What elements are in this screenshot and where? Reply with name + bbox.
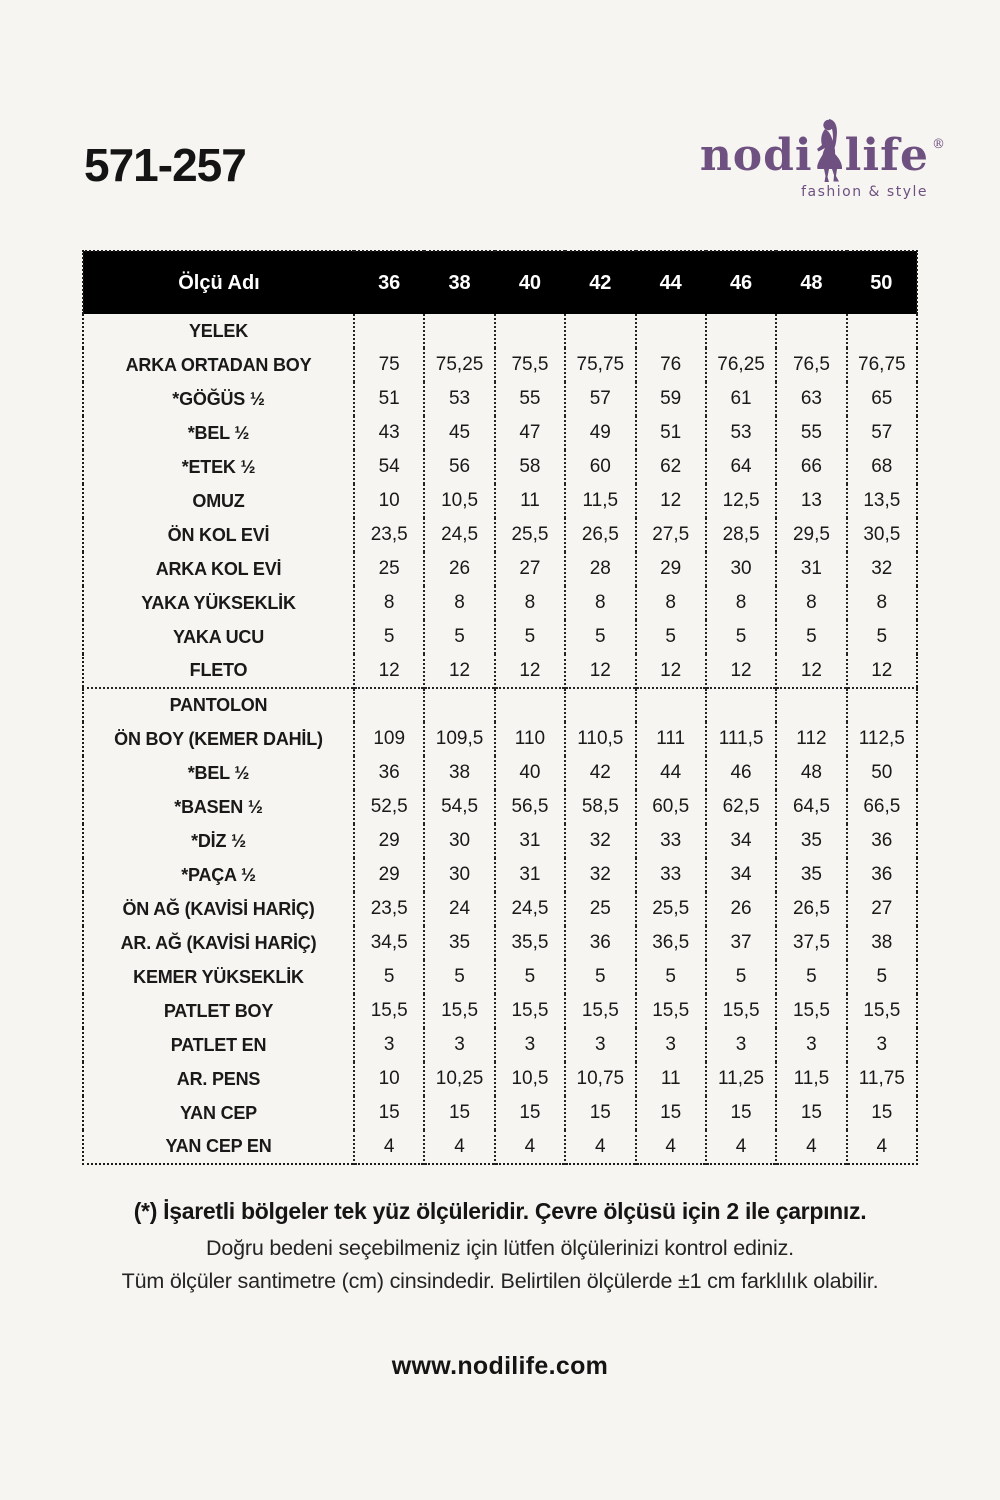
size-value-cell: 25,5: [636, 892, 706, 926]
size-value-cell: 34,5: [354, 926, 424, 960]
size-value-cell: 32: [565, 824, 635, 858]
size-column-header: 44: [636, 251, 706, 314]
size-value-cell: 12: [354, 654, 424, 688]
size-value-cell: 12: [776, 654, 846, 688]
size-value-cell: 15: [354, 1096, 424, 1130]
size-value-cell: 76,5: [776, 348, 846, 382]
size-value-cell: 3: [636, 1028, 706, 1062]
size-value-cell: 76,25: [706, 348, 776, 382]
size-value-cell: 112,5: [847, 722, 917, 756]
row-label: ÖN BOY (KEMER DAHİL): [114, 728, 323, 749]
table-row: [83, 586, 917, 620]
size-value-cell: 15: [706, 1096, 776, 1130]
row-label: YAN CEP EN: [165, 1136, 272, 1156]
row-label: YAN CEP: [180, 1102, 257, 1123]
size-value-cell: [424, 688, 494, 722]
table-row: [83, 960, 917, 994]
size-value-cell: 76: [636, 348, 706, 382]
size-value-cell: 45: [424, 416, 494, 450]
row-label: ARKA ORTADAN BOY: [125, 354, 312, 375]
size-value-cell: 12,5: [706, 484, 776, 518]
size-value-cell: 36: [565, 926, 635, 960]
size-column-header: 40: [495, 251, 565, 314]
size-value-cell: 5: [565, 620, 635, 654]
size-value-cell: 23,5: [354, 892, 424, 926]
size-value-cell: [706, 314, 776, 348]
size-value-cell: 30: [706, 552, 776, 586]
size-value-cell: 66: [776, 450, 846, 484]
size-value-cell: 11,25: [706, 1062, 776, 1096]
size-value-cell: 15,5: [636, 994, 706, 1028]
note-cm-tolerance: Tüm ölçüler santimetre (cm) cinsindedir. Belirtilen ölçülerde ±1 cm farklılık olabilir.: [121, 1269, 879, 1293]
size-value-cell: 5: [354, 620, 424, 654]
size-value-cell: 27: [847, 892, 917, 926]
size-value-cell: 48: [776, 756, 846, 790]
size-value-cell: 58,5: [565, 790, 635, 824]
size-value-cell: 112: [776, 722, 846, 756]
size-value-cell: 8: [495, 586, 565, 620]
size-value-cell: 54,5: [424, 790, 494, 824]
size-value-cell: 15,5: [354, 994, 424, 1028]
row-label: YAKA UCU: [172, 626, 265, 647]
size-value-cell: 27: [495, 552, 565, 586]
size-value-cell: 60,5: [636, 790, 706, 824]
brand-logo-row: [682, 112, 945, 181]
size-value-cell: 75,5: [495, 348, 565, 382]
size-value-cell: 8: [424, 586, 494, 620]
size-value-cell: 3: [847, 1028, 917, 1062]
size-value-cell: 5: [495, 960, 565, 994]
size-value-cell: 28: [565, 552, 635, 586]
size-value-cell: 65: [847, 382, 917, 416]
row-label: AR. PENS: [176, 1068, 261, 1089]
size-value-cell: 5: [847, 960, 917, 994]
size-value-cell: 35: [776, 858, 846, 892]
size-header-row: [83, 251, 917, 314]
size-value-cell: 10,5: [495, 1062, 565, 1096]
size-value-cell: 51: [354, 382, 424, 416]
row-label: *BASEN ½: [174, 796, 263, 817]
size-value-cell: [776, 314, 846, 348]
row-label: OMUZ: [192, 490, 245, 511]
size-value-cell: 12: [495, 654, 565, 688]
size-value-cell: 15: [636, 1096, 706, 1130]
row-label: *PAÇA ½: [181, 864, 256, 885]
size-value-cell: 62: [636, 450, 706, 484]
size-value-cell: 12: [636, 654, 706, 688]
size-value-cell: 24: [424, 892, 494, 926]
size-table-header: [83, 251, 917, 314]
size-value-cell: 4: [495, 1130, 565, 1164]
size-value-cell: 64,5: [776, 790, 846, 824]
row-label: *DİZ ½: [191, 830, 246, 851]
size-value-cell: 5: [636, 620, 706, 654]
brand-tagline: fashion & style: [801, 184, 928, 200]
row-label: ÖN AĞ (KAVİSİ HARİÇ): [122, 898, 315, 919]
size-value-cell: 4: [636, 1130, 706, 1164]
size-value-cell: 8: [636, 586, 706, 620]
row-label: FLETO: [189, 660, 248, 680]
size-value-cell: 5: [354, 960, 424, 994]
row-label: YAKA YÜKSEKLİK: [141, 592, 296, 613]
size-value-cell: 36: [354, 756, 424, 790]
size-value-cell: 13,5: [847, 484, 917, 518]
size-value-cell: 34: [706, 824, 776, 858]
table-row: [83, 620, 917, 654]
size-value-cell: 5: [424, 620, 494, 654]
size-value-cell: 3: [565, 1028, 635, 1062]
size-value-cell: 23,5: [354, 518, 424, 552]
size-value-cell: 29: [354, 858, 424, 892]
table-row: [83, 926, 917, 960]
size-value-cell: [495, 314, 565, 348]
registered-trademark-icon: ®: [932, 137, 945, 152]
size-value-cell: 43: [354, 416, 424, 450]
size-value-cell: 26,5: [776, 892, 846, 926]
table-row: [83, 348, 917, 382]
size-value-cell: 53: [424, 382, 494, 416]
size-value-cell: 15: [847, 1096, 917, 1130]
size-value-cell: 47: [495, 416, 565, 450]
size-value-cell: 15,5: [424, 994, 494, 1028]
size-value-cell: 35: [776, 824, 846, 858]
size-value-cell: 3: [706, 1028, 776, 1062]
size-value-cell: 3: [495, 1028, 565, 1062]
size-value-cell: 35,5: [495, 926, 565, 960]
table-row: [83, 518, 917, 552]
size-value-cell: 24,5: [495, 892, 565, 926]
size-value-cell: 37: [706, 926, 776, 960]
size-table: [82, 250, 918, 1165]
size-value-cell: 8: [776, 586, 846, 620]
size-value-cell: 5: [847, 620, 917, 654]
size-value-cell: 61: [706, 382, 776, 416]
size-value-cell: 35: [424, 926, 494, 960]
size-column-header: 36: [354, 251, 424, 314]
size-value-cell: [354, 314, 424, 348]
size-value-cell: 64: [706, 450, 776, 484]
product-code: 571-257: [84, 139, 246, 191]
size-value-cell: 58: [495, 450, 565, 484]
table-row: [83, 1096, 917, 1130]
website-url: www.nodilife.com: [391, 1352, 609, 1380]
size-value-cell: 15: [565, 1096, 635, 1130]
table-row: [83, 416, 917, 450]
size-value-cell: 76,75: [847, 348, 917, 382]
size-value-cell: [565, 688, 635, 722]
size-value-cell: 15,5: [706, 994, 776, 1028]
row-label: *BEL ½: [187, 422, 250, 443]
size-value-cell: [565, 314, 635, 348]
size-column-header: 38: [424, 251, 494, 314]
size-value-cell: 40: [495, 756, 565, 790]
size-value-cell: 51: [636, 416, 706, 450]
size-value-cell: [495, 688, 565, 722]
size-value-cell: 3: [424, 1028, 494, 1062]
size-value-cell: 15: [495, 1096, 565, 1130]
size-value-cell: 111,5: [706, 722, 776, 756]
size-value-cell: 3: [354, 1028, 424, 1062]
table-row: [83, 1130, 917, 1164]
size-value-cell: 29,5: [776, 518, 846, 552]
size-value-cell: 12: [424, 654, 494, 688]
size-value-cell: 11,5: [565, 484, 635, 518]
size-value-cell: 42: [565, 756, 635, 790]
size-value-cell: [847, 688, 917, 722]
row-label: PATLET BOY: [163, 1000, 274, 1021]
table-row: [83, 858, 917, 892]
table-row: [83, 552, 917, 586]
size-value-cell: 63: [776, 382, 846, 416]
size-value-cell: 49: [565, 416, 635, 450]
size-value-cell: 34: [706, 858, 776, 892]
size-value-cell: 27,5: [636, 518, 706, 552]
size-table-container: [82, 250, 918, 1165]
size-value-cell: 4: [424, 1130, 494, 1164]
table-row: [83, 654, 917, 688]
size-value-cell: 75,75: [565, 348, 635, 382]
size-value-cell: [424, 314, 494, 348]
size-value-cell: 31: [495, 858, 565, 892]
size-value-cell: 33: [636, 824, 706, 858]
size-value-cell: 15,5: [847, 994, 917, 1028]
size-value-cell: 5: [706, 620, 776, 654]
row-label: AR. AĞ (KAVİSİ HARİÇ): [120, 932, 317, 953]
size-value-cell: 55: [495, 382, 565, 416]
size-value-cell: 54: [354, 450, 424, 484]
size-value-cell: 30: [424, 858, 494, 892]
size-value-cell: 29: [636, 552, 706, 586]
table-row: [83, 314, 917, 348]
size-column-header: 50: [847, 251, 917, 314]
size-value-cell: 26: [706, 892, 776, 926]
table-row: [83, 892, 917, 926]
size-value-cell: 13: [776, 484, 846, 518]
size-value-cell: 5: [424, 960, 494, 994]
size-value-cell: 8: [706, 586, 776, 620]
size-value-cell: 60: [565, 450, 635, 484]
row-label: *ETEK ½: [181, 456, 256, 477]
size-value-cell: 4: [354, 1130, 424, 1164]
table-row: [83, 1062, 917, 1096]
size-value-cell: 36: [847, 858, 917, 892]
size-value-cell: 11: [495, 484, 565, 518]
size-value-cell: 12: [565, 654, 635, 688]
note-asterisk: (*) İşaretli bölgeler tek yüz ölçüleridir. Çevre ölçüsü için 2 ile çarpınız.: [133, 1198, 867, 1224]
row-label: *BEL ½: [187, 762, 250, 783]
size-table-body: [83, 314, 917, 1164]
footer-notes: [0, 1198, 1000, 1302]
size-value-cell: 110: [495, 722, 565, 756]
size-value-cell: 57: [847, 416, 917, 450]
size-value-cell: 26: [424, 552, 494, 586]
brand-logo: [682, 112, 945, 207]
size-value-cell: 5: [706, 960, 776, 994]
size-value-cell: 8: [565, 586, 635, 620]
size-value-cell: 15,5: [776, 994, 846, 1028]
size-value-cell: 57: [565, 382, 635, 416]
size-column-header: 42: [565, 251, 635, 314]
size-value-cell: 24,5: [424, 518, 494, 552]
brand-name-left: nodi: [699, 130, 813, 181]
size-value-cell: [847, 314, 917, 348]
size-value-cell: 38: [847, 926, 917, 960]
size-value-cell: 111: [636, 722, 706, 756]
size-value-cell: 36: [847, 824, 917, 858]
size-value-cell: 15,5: [565, 994, 635, 1028]
size-value-cell: 12: [847, 654, 917, 688]
size-value-cell: 109,5: [424, 722, 494, 756]
size-value-cell: [354, 688, 424, 722]
row-label: *GÖĞÜS ½: [172, 388, 265, 409]
size-value-cell: 59: [636, 382, 706, 416]
size-value-cell: 25,5: [495, 518, 565, 552]
size-value-cell: 10,25: [424, 1062, 494, 1096]
size-value-cell: 50: [847, 756, 917, 790]
size-value-cell: 26,5: [565, 518, 635, 552]
size-value-cell: 110,5: [565, 722, 635, 756]
size-value-cell: 32: [847, 552, 917, 586]
size-value-cell: 10: [354, 484, 424, 518]
size-value-cell: 32: [565, 858, 635, 892]
size-value-cell: [706, 688, 776, 722]
size-value-cell: [636, 314, 706, 348]
table-row: [83, 450, 917, 484]
row-label: PANTOLON: [83, 688, 354, 722]
size-value-cell: 5: [565, 960, 635, 994]
size-value-cell: 25: [354, 552, 424, 586]
size-value-cell: 15: [776, 1096, 846, 1130]
size-value-cell: 62,5: [706, 790, 776, 824]
size-value-cell: [636, 688, 706, 722]
woman-silhouette-icon: [813, 118, 847, 184]
size-value-cell: 56,5: [495, 790, 565, 824]
size-value-cell: 55: [776, 416, 846, 450]
table-row: [83, 382, 917, 416]
size-value-cell: [776, 688, 846, 722]
brand-name-right: life: [844, 130, 929, 181]
measure-name-header: Ölçü Adı: [83, 251, 354, 314]
size-value-cell: 4: [776, 1130, 846, 1164]
size-value-cell: 15: [424, 1096, 494, 1130]
size-value-cell: 29: [354, 824, 424, 858]
size-column-header: 48: [776, 251, 846, 314]
row-label: ARKA KOL EVİ: [155, 558, 282, 579]
size-value-cell: 12: [706, 654, 776, 688]
row-label: ÖN KOL EVİ: [167, 524, 270, 545]
size-value-cell: 44: [636, 756, 706, 790]
table-row: [83, 756, 917, 790]
size-value-cell: 10,75: [565, 1062, 635, 1096]
size-value-cell: 5: [776, 960, 846, 994]
size-value-cell: 52,5: [354, 790, 424, 824]
table-row: [83, 824, 917, 858]
size-value-cell: 3: [776, 1028, 846, 1062]
size-value-cell: 4: [847, 1130, 917, 1164]
size-value-cell: 11,75: [847, 1062, 917, 1096]
size-value-cell: 4: [706, 1130, 776, 1164]
table-row: [83, 790, 917, 824]
size-value-cell: 31: [776, 552, 846, 586]
size-value-cell: 11,5: [776, 1062, 846, 1096]
size-value-cell: 53: [706, 416, 776, 450]
size-value-cell: 37,5: [776, 926, 846, 960]
size-value-cell: 66,5: [847, 790, 917, 824]
size-value-cell: 11: [636, 1062, 706, 1096]
row-label: KEMER YÜKSEKLİK: [133, 966, 304, 987]
size-value-cell: 36,5: [636, 926, 706, 960]
size-value-cell: 109: [354, 722, 424, 756]
size-value-cell: 30,5: [847, 518, 917, 552]
table-row: [83, 722, 917, 756]
size-value-cell: 10: [354, 1062, 424, 1096]
size-value-cell: 56: [424, 450, 494, 484]
size-value-cell: 75: [354, 348, 424, 382]
note-check-measures: Doğru bedeni seçebilmeniz için lütfen ölçülerinizi kontrol ediniz.: [206, 1236, 794, 1260]
size-value-cell: 5: [495, 620, 565, 654]
size-value-cell: 46: [706, 756, 776, 790]
size-value-cell: 15,5: [495, 994, 565, 1028]
size-value-cell: 38: [424, 756, 494, 790]
table-row: [83, 688, 917, 722]
size-value-cell: 5: [776, 620, 846, 654]
size-value-cell: 4: [565, 1130, 635, 1164]
size-value-cell: 25: [565, 892, 635, 926]
size-value-cell: 68: [847, 450, 917, 484]
size-value-cell: 5: [636, 960, 706, 994]
row-label: YELEK: [188, 320, 248, 341]
size-value-cell: 8: [354, 586, 424, 620]
size-value-cell: 75,25: [424, 348, 494, 382]
size-value-cell: 31: [495, 824, 565, 858]
table-row: [83, 484, 917, 518]
table-row: [83, 1028, 917, 1062]
size-column-header: 46: [706, 251, 776, 314]
size-value-cell: 12: [636, 484, 706, 518]
row-label: PATLET EN: [170, 1034, 267, 1055]
size-value-cell: 28,5: [706, 518, 776, 552]
size-value-cell: 8: [847, 586, 917, 620]
size-value-cell: 30: [424, 824, 494, 858]
size-value-cell: 10,5: [424, 484, 494, 518]
table-row: [83, 994, 917, 1028]
size-value-cell: 33: [636, 858, 706, 892]
